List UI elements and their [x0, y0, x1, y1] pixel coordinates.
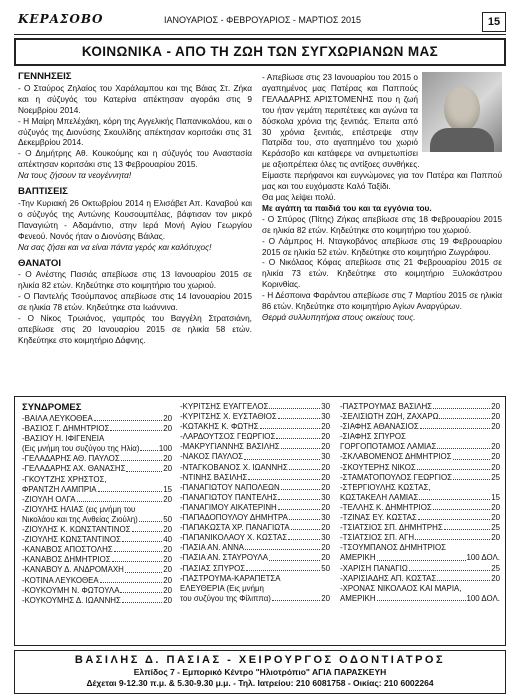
subscriber-name: -ΖΙΟΥΛΗ ΟΛΓΑ [22, 494, 76, 504]
subscriber-name: -ΓΚΟΥΤΖΗΣ ΧΡΗΣΤΟΣ, [22, 474, 107, 484]
subscription-row [340, 513, 500, 523]
subscription-amount: 20 [321, 422, 330, 432]
leader-dots [77, 495, 163, 502]
subscriptions-column-1 [22, 414, 172, 606]
subscriber-name: ΑΜΕΡΙΚΗ [340, 593, 376, 603]
subscription-row [340, 402, 500, 412]
page-title: ΚΟΙΝΩΝΙΚΑ - ΑΠΟ ΤΗ ΖΩΗ ΤΩΝ ΣΥΓΧΩΡΙΑΝΩΝ ΜΑΣ [14, 38, 506, 66]
subscriber-name: -ΚΑΝΑΒΟΣ ΑΠΟΣΤΟΛΗΣ [22, 545, 113, 555]
subscriber-name: -ΠΑΣΤΡΟΥΜΑ-ΚΑΡΑΠΕΤΣΑ [180, 573, 281, 583]
left-column [18, 72, 252, 346]
subscription-row [180, 584, 330, 594]
subscription-row [22, 505, 172, 515]
subscription-row [22, 414, 172, 424]
subscription-amount: 100 ΔΟΛ. [466, 593, 500, 603]
subscription-row [22, 565, 172, 575]
subscriber-name: -ΖΙΟΥΛΗΣ ΗΛΙΑΣ (εις μνήμη του [22, 504, 136, 514]
subscriber-name: -ΝΤΙΝΗΣ ΒΑΣΙΛΗΣ [180, 472, 248, 482]
subscriber-name: -ΒΑΙΛΑ ΛΕΥΚΟΘΕΑ [22, 414, 93, 423]
subscriber-name: -ΚΟΥΚΟΥΜΗΣ Δ. ΙΩΑΝΝΗΣ [22, 595, 121, 605]
subscription-amount: 20 [321, 593, 330, 603]
leader-dots [278, 412, 320, 419]
subscriber-name: -ΤΣΙΑΤΣΙΟΣ ΣΠ. ΑΓΗ [340, 533, 415, 543]
subscriber-name: -ΒΑΣΙΟΥ Η. ΙΦΙΓΕΝΕΙΑ [22, 434, 105, 444]
baptism-item: -Την Κυριακή 26 Οκτωβρίου 2014 η Ελισάβετ Απ. Καναβού και ο σύζυγός της Αντώνης Κουσουμπέλας, βάφτισαν τον μικρό Παναγιώτη - Αδαμάντιο, στην Ιερά Μονή Αγίου Γεωργίου Φενεού. Νονός ήταν ο Διονύσης Βάιλας. [18, 197, 252, 241]
subscription-amount: 30 [321, 412, 330, 422]
subscriber-name: Νικολάου και της Ανθείας Ζιούλη) [22, 514, 138, 524]
subscription-row [180, 483, 330, 493]
subscription-amount: 20 [491, 452, 500, 462]
subscription-row [180, 422, 330, 432]
subscription-row [180, 493, 330, 503]
leader-dots [420, 422, 490, 429]
subscription-amount: 30 [321, 452, 330, 462]
subscriber-name: -ΤΣΙΑΤΣΙΟΣ ΣΠ. ΔΗΜΗΤΡΗΣ [340, 523, 443, 533]
leader-dots [278, 493, 320, 500]
subscription-row [180, 553, 330, 563]
subscription-row [180, 533, 330, 543]
leader-dots [248, 473, 320, 480]
subscriber-name: -ΣΕΛΙΣΙΩΤΗ ΖΩΗ, ΖΑΧΑΡΩ [340, 412, 439, 422]
subscription-amount: 20 [491, 533, 500, 543]
portrait-body [430, 128, 494, 152]
subscription-amount: 20 [321, 502, 330, 512]
subscription-amount: 20 [163, 585, 172, 595]
leader-dots [98, 485, 163, 492]
condolences: Θερμά συλλυπητήρια στους οικείους τους. [262, 311, 416, 322]
right-column [262, 72, 502, 323]
subscription-amount: 20 [491, 422, 500, 432]
subscription-amount: 20 [321, 432, 330, 442]
subscription-row [180, 543, 330, 553]
subscriber-name: -ΠΑΣΤΡΟΥΜΑΣ ΒΑΣΙΛΗΣ [340, 402, 433, 411]
leader-dots [281, 483, 321, 490]
ad-name: ΒΑΣΙΛΗΣ Δ. ΠΑΣΙΑΣ - ΧΕΙΡΟΥΡΓΟΣ ΟΔΟΝΤΙΑΤΡΟΣ [74, 654, 446, 666]
subscription-amount: 30 [321, 402, 330, 411]
subscription-amount: 100 [158, 444, 172, 454]
subscriber-name: -ΛΑΡΔΟΥΤΣΟΣ ΓΕΩΡΓΙΟΣ [180, 432, 276, 442]
subscriber-name: -ΣΙΑΦΗΣ ΣΠΥΡΟΣ [340, 432, 406, 442]
leader-dots [260, 422, 321, 429]
subscription-amount: 20 [321, 462, 330, 472]
subscription-amount: 15 [163, 484, 172, 494]
leader-dots [112, 555, 163, 562]
leader-dots [132, 525, 163, 532]
leader-dots [419, 493, 490, 500]
subscription-row [22, 485, 172, 495]
leader-dots [453, 473, 490, 480]
subscription-row [180, 402, 330, 412]
leader-dots [377, 553, 466, 560]
leader-dots [288, 533, 320, 540]
subscription-row [340, 584, 500, 594]
subscriber-name: -ΝΑΚΟΣ ΠΑΥΛΟΣ [180, 452, 243, 462]
subscriber-name: -ΧΑΡΙΣΗ ΠΑΝΑΓΙΩ [340, 563, 408, 573]
subscription-amount: 20 [163, 464, 172, 474]
subscription-amount: 25 [491, 563, 500, 573]
leader-dots [276, 432, 320, 439]
subscription-amount: 20 [321, 543, 330, 553]
death-item: - Η Δέσποινα Φαράντου απεβίωσε στις 7 Μαρτίου 2015 σε ηλικία 86 ετών. Κηδεύτηκε στο κοιμητήριο Αγίων Αναργύρων. [262, 290, 502, 312]
subscriber-name: -ΖΙΟΥΛΗΣ Κ. ΚΩΝΣΤΑΝΤΙΝΟΣ [22, 525, 131, 535]
subscription-row [22, 535, 172, 545]
subscriber-name: ΦΡΑΝΤΖΗ ΛΑΜΠΡΙΑ [22, 484, 97, 494]
leader-dots [281, 442, 321, 449]
leader-dots [289, 463, 320, 470]
subscription-amount: 20 [321, 482, 330, 492]
subscription-amount: 15 [491, 492, 500, 502]
subscription-row [340, 422, 500, 432]
subscriber-name: -ΠΑΠΑΝΙΚΟΛΑΟΥ Χ. ΚΩΣΤΑΣ [180, 533, 288, 543]
subscription-amount: 20 [491, 573, 500, 583]
subscription-amount: 20 [163, 555, 172, 565]
subscription-row [340, 452, 500, 462]
subscription-row [22, 464, 172, 474]
leader-dots [417, 463, 491, 470]
page-header [14, 10, 506, 35]
subscriptions-column-2 [180, 402, 330, 604]
subscriber-name: -ΠΑΣΙΑ ΑΝ. ΣΤΑΥΡΟΥΛΑ [180, 553, 268, 563]
subscription-amount: 20 [321, 472, 330, 482]
subscription-amount: 100 ΔΟΛ. [466, 553, 500, 563]
subscription-amount: 20 [163, 545, 172, 555]
subscriber-name: -ΤΕΛΛΗΣ Κ. ΔΗΜΗΤΡΙΟΣ [340, 502, 432, 512]
leader-dots [289, 513, 320, 520]
subscriber-name: -ΣΤΕΡΓΙΟΥΛΗΣ ΚΩΣΤΑΣ, [340, 482, 431, 492]
leader-dots [453, 452, 491, 459]
subscriber-name: -ΚΟΥΚΟΥΜΗ Ν. ΦΩΤΟΥΛΑ [22, 585, 120, 595]
leader-dots [272, 594, 320, 601]
subscription-row [22, 454, 172, 464]
subscription-amount: 30 [321, 513, 330, 523]
death-item: - Ο Παντελής Τσούμπανος απεβίωσε στις 14 Ιανουαρίου 2015 σε ηλικία 78 ετών. Κηδεύτηκε στα Ιωάννινα. [18, 291, 252, 313]
subscription-amount: 20 [163, 424, 172, 434]
leader-dots [439, 412, 490, 419]
subscriber-name: -ΣΚΛΑΒΟΜΕΝΟΣ ΔΗΜΗΤΡΙΟΣ [340, 452, 452, 462]
subscriber-name: -ΚΥΡΙΤΣΗΣ Χ. ΕΥΣΤΑΘΙΟΣ [180, 412, 277, 422]
subscription-amount: 20 [163, 494, 172, 504]
subscription-row [22, 576, 172, 586]
leader-dots [100, 576, 163, 583]
subscription-row [340, 442, 500, 452]
obituary-signoff: Με αγάπη τα παιδιά του και τα εγγόνια του. [262, 202, 432, 213]
subscription-amount: 20 [321, 523, 330, 533]
subscriber-name: -ΤΣΟΥΜΠΑΝΟΣ ΔΗΜΗΤΡΙΟΣ [340, 543, 447, 553]
subscription-amount: 20 [491, 412, 500, 422]
subscription-amount: 20 [321, 442, 330, 452]
subscription-row [22, 424, 172, 434]
subscriber-name: -ΠΑΠΑΚΩΣΤΑ ΧΡ. ΠΑΝΑΓΙΩΤΑ [180, 523, 290, 533]
leader-dots [126, 464, 162, 471]
page-number: 15 [482, 12, 506, 32]
leader-dots [120, 586, 162, 593]
leader-dots [94, 414, 162, 421]
leader-dots [139, 515, 162, 522]
subscription-row [340, 564, 500, 574]
subscription-row [22, 475, 172, 485]
leader-dots [269, 553, 320, 560]
subscription-row [340, 483, 500, 493]
leader-dots [377, 594, 466, 601]
subscription-amount: 20 [163, 454, 172, 464]
subscriber-name: -ΚΑΝΑΒΟΥ Δ. ΑΝΔΡΟΜΑΧΗ [22, 565, 124, 575]
subscription-amount: 20 [163, 575, 172, 585]
subscriber-name: -ΣΚΟΥΤΕΡΗΣ ΝΙΚΟΣ [340, 462, 416, 472]
subscriber-name: -ΣΤΑΜΑΤΟΠΟΥΛΟΣ ΓΕΩΡΓΙΟΣ [340, 472, 452, 482]
leader-dots [245, 543, 320, 550]
subscription-row [340, 594, 500, 604]
births-wish: Να τους ζήσουν τα νεογέννητα! [18, 170, 132, 181]
subscriber-name: -ΚΑΝΑΒΟΣ ΔΗΜΗΤΡΙΟΣ [22, 555, 111, 565]
subscription-amount: 20 [491, 502, 500, 512]
ad-address: Ελπίδος 7 - Εμπορικό Κέντρο "Ηλιοτρόπιο" ΑΓΙΑ ΠΑΡΑΣΚΕΥΗ [133, 667, 387, 677]
subscription-row [180, 503, 330, 513]
subscriber-name: -ΖΙΟΥΛΗΣ ΚΩΝΣΤΑΝΤΙΝΟΣ [22, 535, 121, 545]
leader-dots [415, 533, 490, 540]
birth-item: - Ο Σταύρος Ζηλαίος του Χαράλαμπου και της Βάιας Στ. Ζήκα και η σύζυγός του Κατερίνα απέκτησαν αγοράκι στις 9 Νοεμβρίου 2014. [18, 82, 252, 115]
subscription-row [340, 574, 500, 584]
subscription-amount: 30 [321, 533, 330, 543]
subscription-row [340, 523, 500, 533]
subscription-row [180, 473, 330, 483]
leader-dots [437, 442, 490, 449]
subscription-row [22, 434, 172, 444]
death-item: - Ο Λάμπρος Η. Νταγκοβάνος απεβίωσε στις 19 Φεβρουαρίου 2015 σε ηλικία 52 ετών. Κηδεύτηκε στο κοιμητήριο Ζωγράφου. [262, 235, 502, 257]
subscriber-name: ΑΜΕΡΙΚΗ [340, 553, 376, 563]
portrait-photo [422, 72, 502, 152]
obituary-intro: - Απεβίωσε στις 23 Ιανουαρίου του 2015 ο αγαπημένος μας Πατέρας και Παππούς ΓΕΛΑΔΑΡΗΣ ΑΡΙΣΤΟΜΕΝΗΣ που η ζωή του ήταν γεμάτη περιπέτειες και αγώνα τα δύσκολα χρόνια της ξενιτιάς. Έπειτα από 30 χρόνια ξενιτιάς, επέστρεψε στην Πατρίδα του, στο αγαπημένο του χωριό Κεράσοβο και κατάφερε να αντιμετωπίσει με αξιοπρέπεια όλες τις αντίξοες συνθήκες. [262, 72, 420, 170]
subscriber-name: -ΚΩΤΑΚΗΣ Κ. ΦΩΤΗΣ [180, 422, 259, 432]
subscription-amount: 40 [163, 535, 172, 545]
subscriber-name: -ΓΕΛΑΔΑΡΗΣ ΑΧ. ΘΑΝΑΣΗΣ [22, 464, 126, 474]
subscription-row [180, 574, 330, 584]
subscription-amount: 30 [321, 492, 330, 502]
leader-dots [140, 444, 157, 451]
subscription-row [22, 555, 172, 565]
death-item: - Ο Νίκος Τρωιάνος, γαμπρός του Βαγγέλη Στρατσιάνη, απεβίωσε στις 20 Ιανουαρίου 2015 σε ηλικία 58 ετών. Κηδεύτηκε στο κοιμητήριο Δάφνης. [18, 313, 252, 345]
leader-dots [433, 402, 490, 409]
baptisms-heading: ΒΑΠΤΙΣΕΙΣ [18, 186, 68, 198]
masthead: ΚΕΡΑΣΟΒΟ [18, 12, 104, 26]
subscription-row [180, 432, 330, 442]
leader-dots [278, 503, 320, 510]
leader-dots [121, 454, 163, 461]
leader-dots [269, 402, 320, 409]
subscriber-name: (Εις μνήμη του συζύγου της Ηλία) [22, 444, 140, 454]
subscription-row [180, 452, 330, 462]
subscription-row [22, 444, 172, 454]
subscription-amount: 20 [163, 595, 172, 605]
leader-dots [122, 535, 162, 542]
subscription-amount: 20 [491, 462, 500, 472]
death-item: - Ο Σπύρος (Πίτης) Ζήκας απεβίωσε στις 18 Φεβρουαρίου 2015 σε ηλικία 82 ετών. Κηδεύτηκε στο κοιμητήριο του χωριού. [262, 213, 502, 235]
leader-dots [246, 564, 320, 571]
subscriber-name: ΕΛΕΥΘΕΡΙΑ (Εις μνήμη [180, 583, 264, 593]
subscription-amount: 20 [491, 513, 500, 523]
subscription-amount: 25 [491, 472, 500, 482]
obituary-miss: Θα μας λείψει πολύ. [262, 191, 336, 202]
subscriber-name: -ΠΑΣΙΑΣ ΣΠΥΡΟΣ [180, 563, 246, 573]
subscription-row [180, 442, 330, 452]
subscription-row [22, 525, 172, 535]
subscription-row [180, 513, 330, 523]
subscription-amount: 20 [163, 414, 172, 423]
subscriber-name: του συζύγου της Φίλιππα) [180, 593, 271, 603]
portrait-face [444, 86, 480, 132]
subscriber-name: -ΠΑΝΑΓΙΩΤΟΥ ΠΑΝΤΕΛΗΣ [180, 492, 278, 502]
subscriber-name: -ΠΑΣΙΑ ΑΝ. ΑΝΝΑ [180, 543, 245, 553]
leader-dots [291, 523, 321, 530]
leader-dots [244, 452, 320, 459]
subscription-row [180, 412, 330, 422]
leader-dots [125, 565, 162, 572]
subscription-amount: 20 [491, 402, 500, 411]
subscription-row [340, 503, 500, 513]
subscription-amount: 50 [163, 514, 172, 524]
subscriber-name: -ΜΑΚΡΥΓΙΑΝΝΗΣ ΒΑΣΙΛΗΣ [180, 442, 280, 452]
subscription-amount: 20 [491, 442, 500, 452]
subscriber-name: -ΣΙΑΦΗΣ ΑΘΑΝΑΣΙΟΣ [340, 422, 419, 432]
subscriber-name: -ΝΤΑΓΚΟΒΑΝΟΣ Χ. ΙΩΑΝΝΗΣ [180, 462, 288, 472]
birth-item: - Ο Δημήτρης Αθ. Κουκούμης και η σύζυγός του Αναστασία απέκτησαν κοριτσάκι στις 13 Φεβρουαρίου 2015. [18, 148, 252, 170]
subscriber-name: ΓΟΡΓΟΠΟΤΑΜΟΣ ΛΑΜΙΑΣ [340, 442, 437, 452]
leader-dots [114, 545, 163, 552]
leader-dots [433, 503, 490, 510]
births-heading: ΓΕΝΝΗΣΕΙΣ [18, 71, 72, 82]
subscription-row [340, 412, 500, 422]
subscriptions-column-3 [340, 402, 500, 604]
subscription-row [22, 515, 172, 525]
subscription-row [340, 533, 500, 543]
leader-dots [110, 424, 162, 431]
subscriber-name: -ΠΑΝΑΓΙΜΟΥ ΑΙΚΑΤΕΡΙΝΗ [180, 502, 277, 512]
subscriptions-title: ΣΥΝΔΡΟΜΕΣ [22, 402, 82, 413]
subscriber-name: -ΤΖΙΝΑΣ ΕΥ. ΚΩΣΤΑΣ [340, 513, 417, 523]
obituary-proud: Είμαστε περήφανοι και ευγνώμονες για τον Πατέρα και Παππού μας και του ευχόμαστε Καλό Ταξίδι. [262, 170, 502, 192]
baptisms-wish: Να σας ζήσει και να είναι πάντα γερός και καλότυχος! [18, 241, 212, 252]
subscription-row [22, 596, 172, 606]
subscription-row [340, 553, 500, 563]
subscription-amount: 20 [163, 565, 172, 575]
subscription-amount: 20 [163, 525, 172, 535]
subscriber-name: -ΠΑΠΑΔΟΠΟΥΛΟΥ ΔΗΜΗΤΡΑ [180, 513, 288, 523]
subscriber-name: -ΧΑΡΙΣΙΑΔΗΣ ΑΠ. ΚΩΣΤΑΣ [340, 573, 437, 583]
subscription-row [22, 545, 172, 555]
leader-dots [444, 523, 491, 530]
subscriber-name: ΚΩΣΤΑΚΕΛΗ ΛΑΜΙΑΣ [340, 492, 419, 502]
subscriber-name: -ΒΑΣΙΟΣ Γ. ΔΗΜΗΤΡΙΟΣ [22, 424, 110, 434]
leader-dots [418, 513, 490, 520]
subscription-row [180, 594, 330, 604]
ad-hours-phones: Δέχεται 9-12.30 π.μ. & 5.30-9.30 μ.μ. - Τηλ. Ιατρείου: 210 6081758 - Οικίας: 210 6002264 [86, 678, 434, 688]
subscription-row [340, 473, 500, 483]
subscription-amount: 50 [321, 563, 330, 573]
death-item: - Ο Νικόλαος Κόφας απεβίωσε στις 21 Φεβρουαρίου 2015 σε ηλικία 73 ετών. Κηδεύτηκε στο κοιμητήριο Ξυλοκάστρου Κορινθίας. [262, 257, 502, 290]
leader-dots [122, 596, 162, 603]
subscription-row [180, 523, 330, 533]
dentist-ad [14, 650, 506, 694]
subscription-row [22, 586, 172, 596]
subscriber-name: -ΧΡΟΝΑΣ ΝΙΚΟΛΑΟΣ ΚΑΙ ΜΑΡΙΑ, [340, 583, 462, 593]
subscription-amount: 20 [321, 553, 330, 563]
deaths-heading: ΘΑΝΑΤΟΙ [18, 257, 62, 269]
leader-dots [409, 564, 490, 571]
subscriber-name: -ΓΕΛΑΔΑΡΗΣ ΑΘ. ΠΑΥΛΟΣ [22, 454, 120, 464]
birth-item: - Η Μαίρη Μπελέχάκη, κόρη της Αγγελικής Παπανικολάου, και ο σύζυγός της Διονύσης Σκουλίδης απέκτησαν κοριτσάκι στις 31 Δεκεμβρίου 2014. [18, 115, 252, 148]
subscription-row [340, 493, 500, 503]
subscription-row [22, 495, 172, 505]
subscription-row [180, 463, 330, 473]
death-item: - Ο Ανέστης Πασιάς απεβίωσε στις 13 Ιανουαρίου 2015 σε ηλικία 82 ετών. Κηδεύτηκε στο κοιμητήριο του χωριού. [18, 269, 252, 291]
subscription-row [340, 463, 500, 473]
subscriber-name: -ΠΑΝΑΓΙΩΤΟΥ ΝΑΠΟΛΕΩΝ [180, 482, 280, 492]
subscriber-name: -ΚΟΤΙΝΑ ΛΕΥΚΟΘΕΑ [22, 575, 99, 585]
subscription-amount: 25 [491, 523, 500, 533]
subscription-row [340, 543, 500, 553]
subscription-row [340, 432, 500, 442]
issue-date: ΙΑΝΟΥΑΡΙΟΣ - ΦΕΒΡΟΥΑΡΙΟΣ - ΜΑΡΤΙΟΣ 2015 [164, 15, 362, 25]
subscription-row [180, 564, 330, 574]
subscriber-name: -ΚΥΡΙΤΣΗΣ ΕΥΑΓΓΕΛΟΣ [180, 402, 269, 411]
leader-dots [437, 574, 490, 581]
